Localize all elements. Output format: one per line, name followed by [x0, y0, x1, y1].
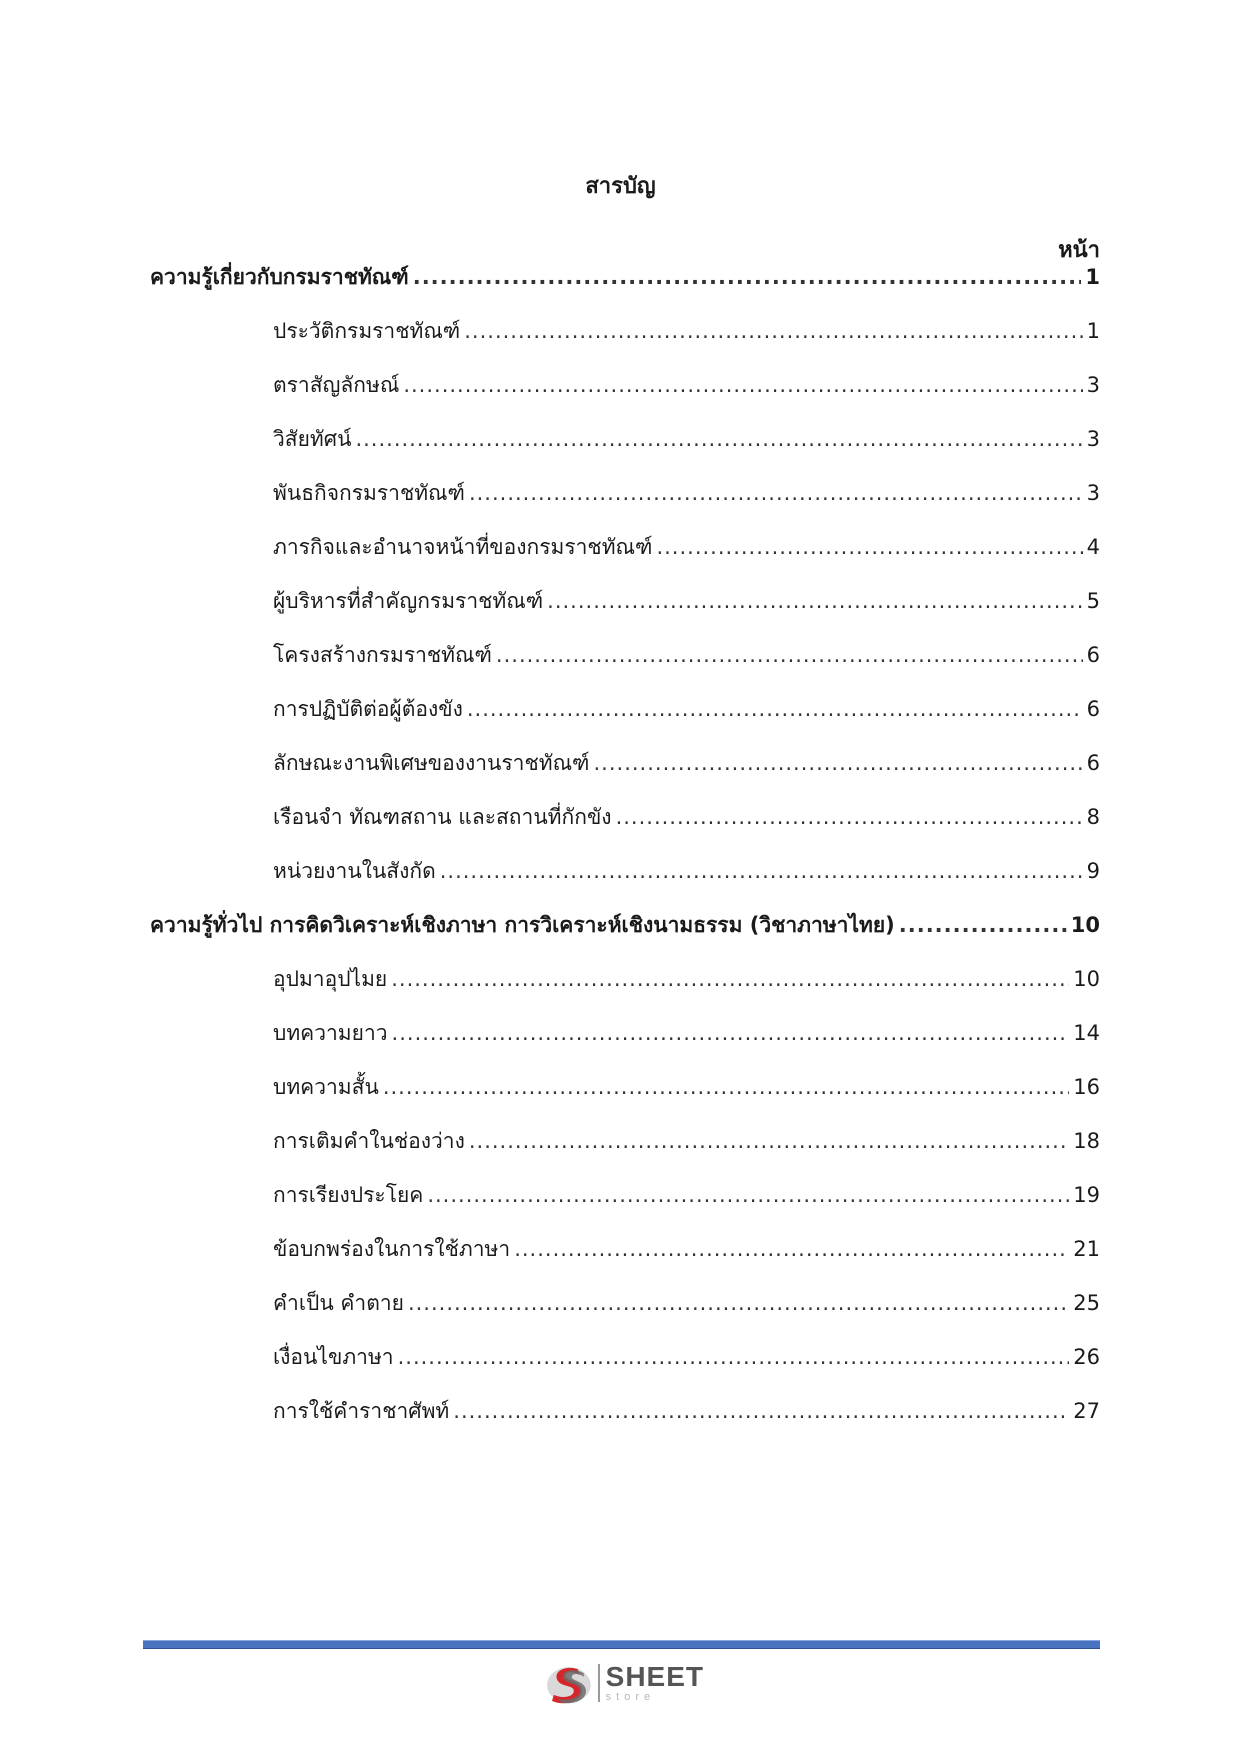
toc-item — [273, 802, 1100, 832]
toc-leader-dots — [355, 424, 1082, 454]
toc-entry-label: การปฏิบัติต่อผู้ต้องขัง — [273, 697, 463, 721]
toc-leader-dots — [899, 910, 1067, 940]
toc-leader-dots — [594, 748, 1083, 778]
toc-page-number: 9 — [1086, 859, 1100, 883]
toc-item — [273, 1072, 1100, 1102]
toc-page-number: 4 — [1086, 535, 1100, 559]
toc-entry-label: การเติมคำในช่องว่าง — [273, 1129, 465, 1153]
toc-entry-label: ผู้บริหารที่สำคัญกรมราชทัณฑ์ — [273, 589, 544, 613]
toc-leader-dots — [440, 856, 1083, 886]
toc-leader-dots — [469, 1126, 1069, 1156]
page-column-label: หน้า — [1058, 238, 1100, 263]
toc-item — [273, 370, 1100, 400]
toc-leader-dots — [514, 1234, 1069, 1264]
logo-separator — [598, 1664, 600, 1702]
toc-entry-label: ตราสัญลักษณ์ — [273, 373, 400, 397]
sheet-store-logo-icon — [544, 1659, 594, 1707]
toc-entry-label: ข้อบกพร่องในการใช้ภาษา — [273, 1237, 511, 1261]
toc-entry-label: เงื่อนไขภาษา — [273, 1345, 394, 1369]
toc-page-number: 5 — [1086, 589, 1100, 613]
toc-entry-label: เรือนจำ ทัณฑสถาน และสถานที่กักขัง — [273, 805, 612, 829]
toc-section — [150, 262, 1100, 292]
toc-entry-label: การใช้คำราชาศัพท์ — [273, 1399, 450, 1423]
toc-item — [273, 316, 1100, 346]
toc-item — [273, 424, 1100, 454]
toc-item — [273, 478, 1100, 508]
toc-leader-dots — [403, 370, 1082, 400]
toc-page-number: 6 — [1086, 643, 1100, 667]
toc-item — [273, 856, 1100, 886]
toc-item — [273, 748, 1100, 778]
toc-page-number: 27 — [1073, 1399, 1100, 1423]
toc-page-number: 3 — [1086, 481, 1100, 505]
toc-leader-dots — [496, 640, 1083, 670]
toc-leader-dots — [467, 694, 1083, 724]
toc-entry-label: การเรียงประโยค — [273, 1183, 424, 1207]
toc-item — [273, 1018, 1100, 1048]
toc-entry-label: หน่วยงานในสังกัด — [273, 859, 436, 883]
toc-page-number: 1 — [1086, 319, 1100, 343]
toc-page-number: 18 — [1073, 1129, 1100, 1153]
toc-page-number: 10 — [1073, 967, 1100, 991]
toc-entry-label: บทความยาว — [273, 1021, 388, 1045]
footer-rule — [143, 1640, 1100, 1649]
toc-item — [273, 1396, 1100, 1426]
toc-leader-dots — [427, 1180, 1069, 1210]
toc-section — [150, 910, 1100, 940]
toc-entry-label: ประวัติกรมราชทัณฑ์ — [273, 319, 461, 343]
toc-page-number: 26 — [1073, 1345, 1100, 1369]
toc-item — [273, 1342, 1100, 1372]
toc-item — [273, 532, 1100, 562]
toc-item — [273, 640, 1100, 670]
toc-entry-label: บทความสั้น — [273, 1075, 379, 1099]
toc-leader-dots — [408, 1288, 1069, 1318]
toc-leader-dots — [391, 964, 1069, 994]
toc-leader-dots — [656, 532, 1082, 562]
toc-entry-label: ภารกิจและอำนาจหน้าที่ของกรมราชทัณฑ์ — [273, 535, 653, 559]
toc-leader-dots — [413, 262, 1082, 292]
toc-page-number: 10 — [1070, 913, 1100, 937]
toc-item — [273, 586, 1100, 616]
toc-entry-label: คำเป็น คำตาย — [273, 1291, 404, 1315]
toc-page-number: 8 — [1086, 805, 1100, 829]
toc-entry-label: ลักษณะงานพิเศษของงานราชทัณฑ์ — [273, 751, 590, 775]
toc-page-number: 19 — [1073, 1183, 1100, 1207]
toc-page-number: 3 — [1086, 427, 1100, 451]
toc-page-number: 6 — [1086, 751, 1100, 775]
toc-leader-dots — [398, 1342, 1070, 1372]
toc-page-number: 3 — [1086, 373, 1100, 397]
toc-entry-label: อุปมาอุปไมย — [273, 967, 388, 991]
toc-item — [273, 1126, 1100, 1156]
toc-leader-dots — [616, 802, 1083, 832]
toc-page-number: 14 — [1073, 1021, 1100, 1045]
toc-item — [273, 694, 1100, 724]
toc-item — [273, 1288, 1100, 1318]
toc-item — [273, 1180, 1100, 1210]
toc-page-number: 1 — [1085, 265, 1100, 289]
toc-page-number: 16 — [1073, 1075, 1100, 1099]
toc-page-number: 21 — [1073, 1237, 1100, 1261]
toc-item — [273, 1234, 1100, 1264]
toc-page-number: 25 — [1073, 1291, 1100, 1315]
toc-leader-dots — [453, 1396, 1069, 1426]
logo-text — [606, 1663, 704, 1703]
toc-leader-dots — [469, 478, 1083, 508]
logo-subword: store — [605, 1691, 656, 1703]
page-title: สารบัญ — [585, 174, 656, 199]
toc-entry-label: โครงสร้างกรมราชทัณฑ์ — [273, 643, 492, 667]
toc-leader-dots — [464, 316, 1082, 346]
logo-word: SHEET — [605, 1661, 704, 1692]
toc-item — [273, 964, 1100, 994]
toc-page-number: 6 — [1086, 697, 1100, 721]
toc-entry-label: ความรู้เกี่ยวกับกรมราชทัณฑ์ — [150, 265, 409, 289]
sheet-store-logo — [544, 1659, 704, 1707]
toc-entry-label: พันธกิจกรมราชทัณฑ์ — [273, 481, 465, 505]
toc-entry-label: วิสัยทัศน์ — [273, 427, 352, 451]
toc-entry-label: ความรู้ทั่วไป การคิดวิเคราะห์เชิงภาษา การวิเคราะห์เชิงนามธรรม (วิชาภาษาไทย) — [150, 913, 895, 937]
toc-leader-dots — [392, 1018, 1070, 1048]
toc-leader-dots — [547, 586, 1082, 616]
toc-leader-dots — [383, 1072, 1069, 1102]
